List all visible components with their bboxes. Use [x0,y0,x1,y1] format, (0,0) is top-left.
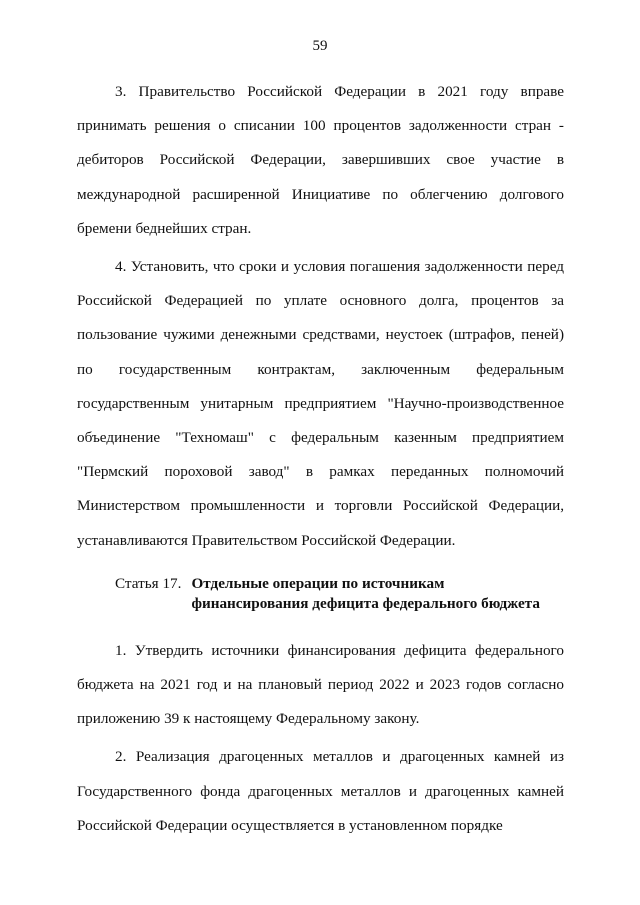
paragraph-item-4: 4. Установить, что сроки и условия погашения задолженности перед Российской Федерацией по уплате основного долга, процентов за пользование чужими денежными средствами, неустоек (штрафов, пеней) по государственным контрактам, заключенным федеральным государственным унитарным предприятием "Научно-производственное объединение "Техномаш" с федеральным казенным предприятием "Пермский пороховой завод" в рамках переданных полномочий Министерством промышленности и торговли Российской Федерации, устанавливаются Правительством Российской Федерации. [77,258,564,549]
paragraph-item-3: 3. Правительство Российской Федерации в 2021 году вправе принимать решения о списании 100 процентов задолженности стран - дебиторов Российской Федерации, завершивших свое участие в международной расширенной Инициативе по облегчению долгового бремени беднейших стран. [77,83,564,237]
article-number: Статья 17. [115,574,182,592]
document-body [77,75,564,843]
paragraph-item-1: 1. Утвердить источники финансирования дефицита федерального бюджета на 2021 год и на плановый период 2022 и 2023 годов согласно приложению 39 к настоящему Федеральному закону. [77,641,564,728]
page-number: 59 [312,38,328,54]
article-title: Отдельные операции по источникам финансирования дефицита федерального бюджета [191,574,540,612]
article-heading [77,574,564,614]
paragraph-item-2: 2. Реализация драгоценных металлов и драгоценных камней из Государственного фонда драгоценных металлов и драгоценных камней Российской Федерации осуществляется в установленном порядке [77,748,564,834]
